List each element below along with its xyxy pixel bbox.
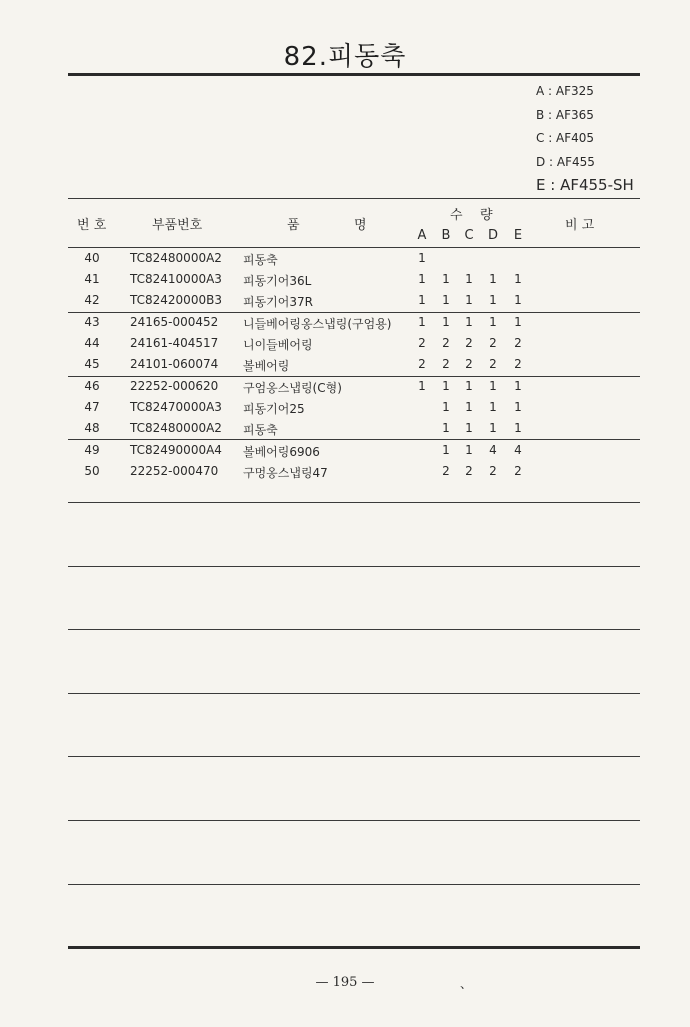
header-part: 부품번호: [152, 218, 203, 233]
row-qty-c: 2: [465, 336, 473, 350]
row-qty-c: 1: [465, 293, 473, 307]
table-row: [68, 272, 640, 293]
row-part-number: 24165-000452: [130, 315, 219, 329]
blank-rule: [68, 566, 640, 567]
blank-rule: [68, 884, 640, 885]
row-qty-b: 1: [442, 293, 450, 307]
row-qty-e: 2: [514, 336, 522, 350]
row-qty-b: 2: [442, 336, 450, 350]
row-qty-c: 1: [465, 443, 473, 457]
title-rule: [68, 73, 640, 76]
row-qty-a: 1: [418, 251, 426, 265]
group-rule: [68, 439, 640, 440]
table-row: [68, 443, 640, 464]
row-qty-e: 1: [514, 315, 522, 329]
row-qty-b: 1: [442, 315, 450, 329]
row-no: 44: [84, 336, 100, 350]
row-part-number: TC82480000A2: [130, 421, 222, 435]
row-qty-b: 2: [442, 464, 450, 478]
row-qty-c: 1: [465, 400, 473, 414]
row-qty-e: 1: [514, 272, 522, 286]
row-part-number: 22252-000470: [130, 464, 219, 478]
header-name-a: 품: [287, 218, 300, 233]
header-qty-col-d: D: [487, 228, 498, 243]
page-number: — 195 —: [315, 975, 375, 990]
footer-rule: [68, 946, 640, 949]
row-qty-b: 2: [442, 357, 450, 371]
row-qty-e: 1: [514, 379, 522, 393]
row-qty-a: 1: [418, 315, 426, 329]
row-no: 40: [84, 251, 100, 265]
row-no: 47: [84, 400, 100, 414]
row-qty-a: 1: [418, 293, 426, 307]
row-part-number: TC82490000A4: [130, 443, 222, 457]
row-part-number: 24161-404517: [130, 336, 219, 350]
group-rule: [68, 312, 640, 313]
row-qty-a: 1: [418, 272, 426, 286]
row-qty-d: 2: [489, 336, 497, 350]
table-top-rule: [68, 198, 640, 199]
table-row: [68, 293, 640, 314]
table-row: [68, 315, 640, 336]
table-row: [68, 336, 640, 357]
row-qty-d: 1: [489, 315, 497, 329]
row-qty-b: 1: [442, 400, 450, 414]
group-rule: [68, 376, 640, 377]
blank-rule: [68, 820, 640, 821]
row-qty-b: 1: [442, 421, 450, 435]
row-qty-c: 1: [465, 272, 473, 286]
row-qty-c: 1: [465, 421, 473, 435]
row-qty-d: 1: [489, 421, 497, 435]
row-qty-e: 2: [514, 357, 522, 371]
row-qty-e: 1: [514, 400, 522, 414]
blank-rule: [68, 629, 640, 630]
header-qty-col-c: C: [464, 228, 474, 243]
header-qty-a: 수: [450, 208, 463, 223]
row-no: 45: [84, 357, 100, 371]
row-qty-c: 2: [465, 357, 473, 371]
row-qty-d: 1: [489, 272, 497, 286]
row-qty-d: 4: [489, 443, 497, 457]
model-d: D : AF455: [536, 154, 595, 169]
row-part-number: 22252-000620: [130, 379, 219, 393]
row-part-name: 구엄옹스냅링(C형): [243, 381, 342, 395]
table-end-rule: [68, 502, 640, 503]
row-qty-c: 1: [465, 379, 473, 393]
row-no: 43: [84, 315, 100, 329]
model-c: C : AF405: [536, 131, 595, 145]
header-name-b: 명: [354, 218, 367, 233]
row-no: 48: [84, 421, 100, 435]
row-part-number: TC82410000A3: [130, 272, 222, 286]
stray-mark: 、: [460, 977, 473, 991]
row-part-name: 니들베어링옹스냅링(구엄용): [243, 317, 392, 331]
page-title: 82.피동축: [283, 42, 407, 72]
row-qty-a: 2: [418, 336, 426, 350]
row-part-name: 피동기어36L: [243, 274, 312, 288]
header-qty-col-e: E: [513, 228, 523, 243]
header-no: 번 호: [77, 218, 107, 233]
table-row: [68, 464, 640, 485]
row-part-name: 피동기어37R: [243, 295, 313, 309]
table-row: [68, 400, 640, 421]
row-no: 42: [84, 293, 100, 307]
header-qty-col-a: A: [417, 228, 427, 243]
row-qty-e: 1: [514, 293, 522, 307]
row-part-number: TC82480000A2: [130, 251, 222, 265]
row-part-number: TC82420000B3: [130, 293, 222, 307]
model-b: B : AF365: [536, 107, 594, 122]
row-qty-d: 1: [489, 400, 497, 414]
model-e: E : AF455-SH: [536, 176, 634, 194]
row-qty-e: 4: [514, 443, 522, 457]
row-qty-d: 2: [489, 464, 497, 478]
row-qty-b: 1: [442, 379, 450, 393]
row-part-name: 구멍옹스냅링47: [243, 466, 328, 480]
row-qty-a: 1: [418, 379, 426, 393]
row-part-name: 피동기어25: [243, 402, 305, 416]
row-no: 41: [84, 272, 100, 286]
row-qty-d: 2: [489, 357, 497, 371]
row-part-name: 볼베어링6906: [243, 445, 320, 459]
blank-rule: [68, 693, 640, 694]
row-qty-d: 1: [489, 379, 497, 393]
row-qty-d: 1: [489, 293, 497, 307]
row-qty-b: 1: [442, 443, 450, 457]
header-qty-col-b: B: [441, 228, 451, 243]
table-row: [68, 379, 640, 400]
model-legend: [536, 80, 634, 198]
row-qty-e: 1: [514, 421, 522, 435]
row-part-name: 니이들베어링: [243, 338, 313, 352]
row-qty-a: 2: [418, 357, 426, 371]
header-remark: 비 고: [565, 218, 595, 233]
model-a: A : AF325: [536, 84, 594, 98]
row-no: 49: [84, 443, 100, 457]
row-part-number: TC82470000A3: [130, 400, 222, 414]
header-qty-b: 량: [480, 208, 493, 223]
row-no: 50: [84, 464, 100, 478]
header-bottom-rule: [68, 247, 640, 248]
row-qty-c: 2: [465, 464, 473, 478]
table-row: [68, 357, 640, 378]
row-part-number: 24101-060074: [130, 357, 219, 371]
row-no: 46: [84, 379, 100, 393]
blank-rule: [68, 756, 640, 757]
row-part-name: 볼베어링: [243, 359, 290, 373]
row-part-name: 피동축: [243, 253, 278, 267]
table-row: [68, 251, 640, 272]
row-qty-e: 2: [514, 464, 522, 478]
row-qty-b: 1: [442, 272, 450, 286]
row-part-name: 피동축: [243, 423, 278, 437]
row-qty-c: 1: [465, 315, 473, 329]
